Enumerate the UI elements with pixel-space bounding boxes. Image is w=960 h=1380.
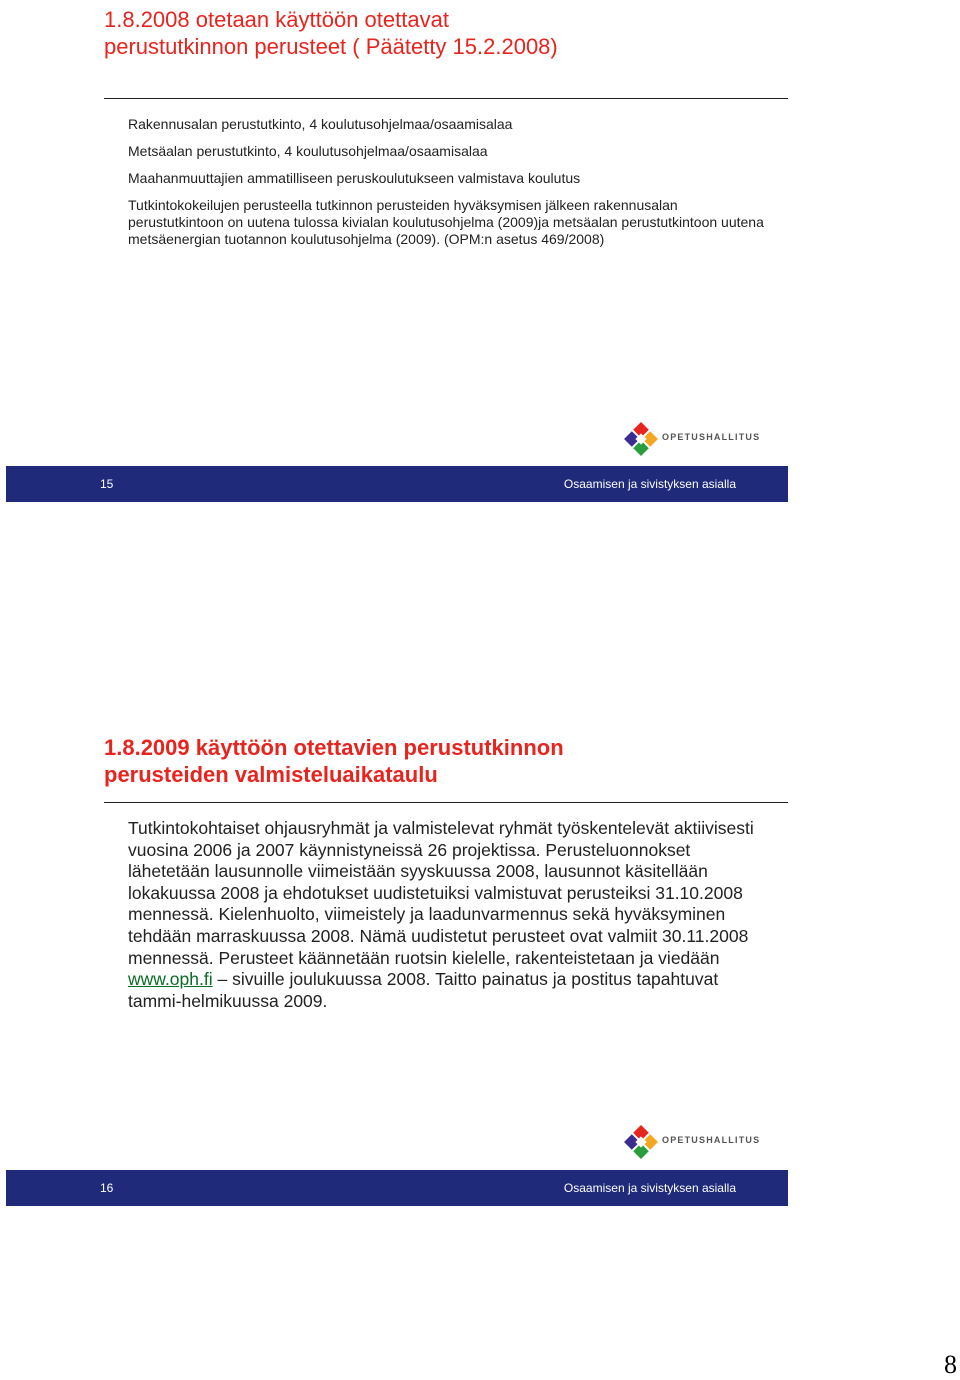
footer-slogan: Osaamisen ja sivistyksen asialla — [563, 1181, 736, 1195]
footer-slogan: Osaamisen ja sivistyksen asialla — [563, 477, 736, 491]
logo-diamond-icon — [622, 420, 660, 458]
body-text-before-link: Tutkintokohtaiset ohjausryhmät ja valmistelevat ryhmät työskentelevät aktiivisesti vuosina 2006 ja 2007 käynnistyneissä 26 projektissa. Perusteluonnokset lähetetään lausunnolle viimeistään syyskuussa 2008, lausunnot käsitellään lokakuussa 2008 ja ehdotukset uudistetuiksi valmistuvat perusteiksi 31.10.2008 mennessä. Kielenhuolto, viimeistely ja laadunvarmennus sekä hyväksyminen tehdään marraskuussa 2008. Nämä uudistetut perusteet ovat valmiit 30.11.2008 mennessä. Perusteet käännetään ruotsin kielelle, rakenteistetaan ja viedään — [128, 818, 754, 968]
slide-body — [128, 818, 768, 1012]
slide-number: 15 — [100, 477, 114, 491]
slide-footer — [6, 466, 788, 502]
slide-title — [104, 734, 564, 788]
slide-title-line2: perustutkinnon perusteet ( Päätetty 15.2.2008) — [104, 34, 558, 59]
slide-title-line1: 1.8.2009 käyttöön otettavien perustutkinnon — [104, 735, 564, 760]
slide-title — [104, 6, 558, 60]
title-divider — [104, 98, 788, 99]
logo-text: OPETUSHALLITUS — [662, 1135, 761, 1145]
slide-body — [128, 116, 768, 248]
body-paragraph: Tutkintokokeilujen perusteella tutkinnon perusteiden hyväksymisen jälkeen rakennusalan perustutkintoon on uutena tulossa kivialan koulutusohjelma (2009)ja metsäalan perustutkintoon uutena metsäenergian tuotannon koulutusohjelma (2009). (OPM:n asetus 469/2008) — [128, 197, 764, 247]
opetushallitus-logo — [622, 420, 761, 460]
slide-title-line2: perusteiden valmisteluaikataulu — [104, 762, 438, 787]
body-paragraph: Maahanmuuttajien ammatilliseen peruskoulutukseen valmistava koulutus — [128, 170, 581, 186]
slide-15 — [0, 0, 960, 510]
page-number: 8 — [944, 1350, 957, 1379]
slide-number: 16 — [100, 1181, 114, 1195]
slide-title-line1: 1.8.2008 otetaan käyttöön otettavat — [104, 7, 449, 32]
oph-website-link[interactable]: www.oph.fi — [128, 969, 213, 990]
logo-diamond-icon — [622, 1123, 660, 1161]
body-paragraph: Rakennusalan perustutkinto, 4 koulutusohjelmaa/osaamisalaa — [128, 116, 513, 132]
title-divider — [104, 802, 788, 803]
slide-16 — [0, 730, 960, 1210]
opetushallitus-logo — [622, 1123, 761, 1163]
body-paragraph: Metsäalan perustutkinto, 4 koulutusohjelmaa/osaamisalaa — [128, 143, 488, 159]
slide-footer — [6, 1170, 788, 1206]
body-text-after-link: – sivuille joulukuussa 2008. Taitto painatus ja postitus tapahtuvat tammi-helmikuussa 2009. — [128, 969, 719, 1011]
logo-text: OPETUSHALLITUS — [662, 432, 761, 442]
